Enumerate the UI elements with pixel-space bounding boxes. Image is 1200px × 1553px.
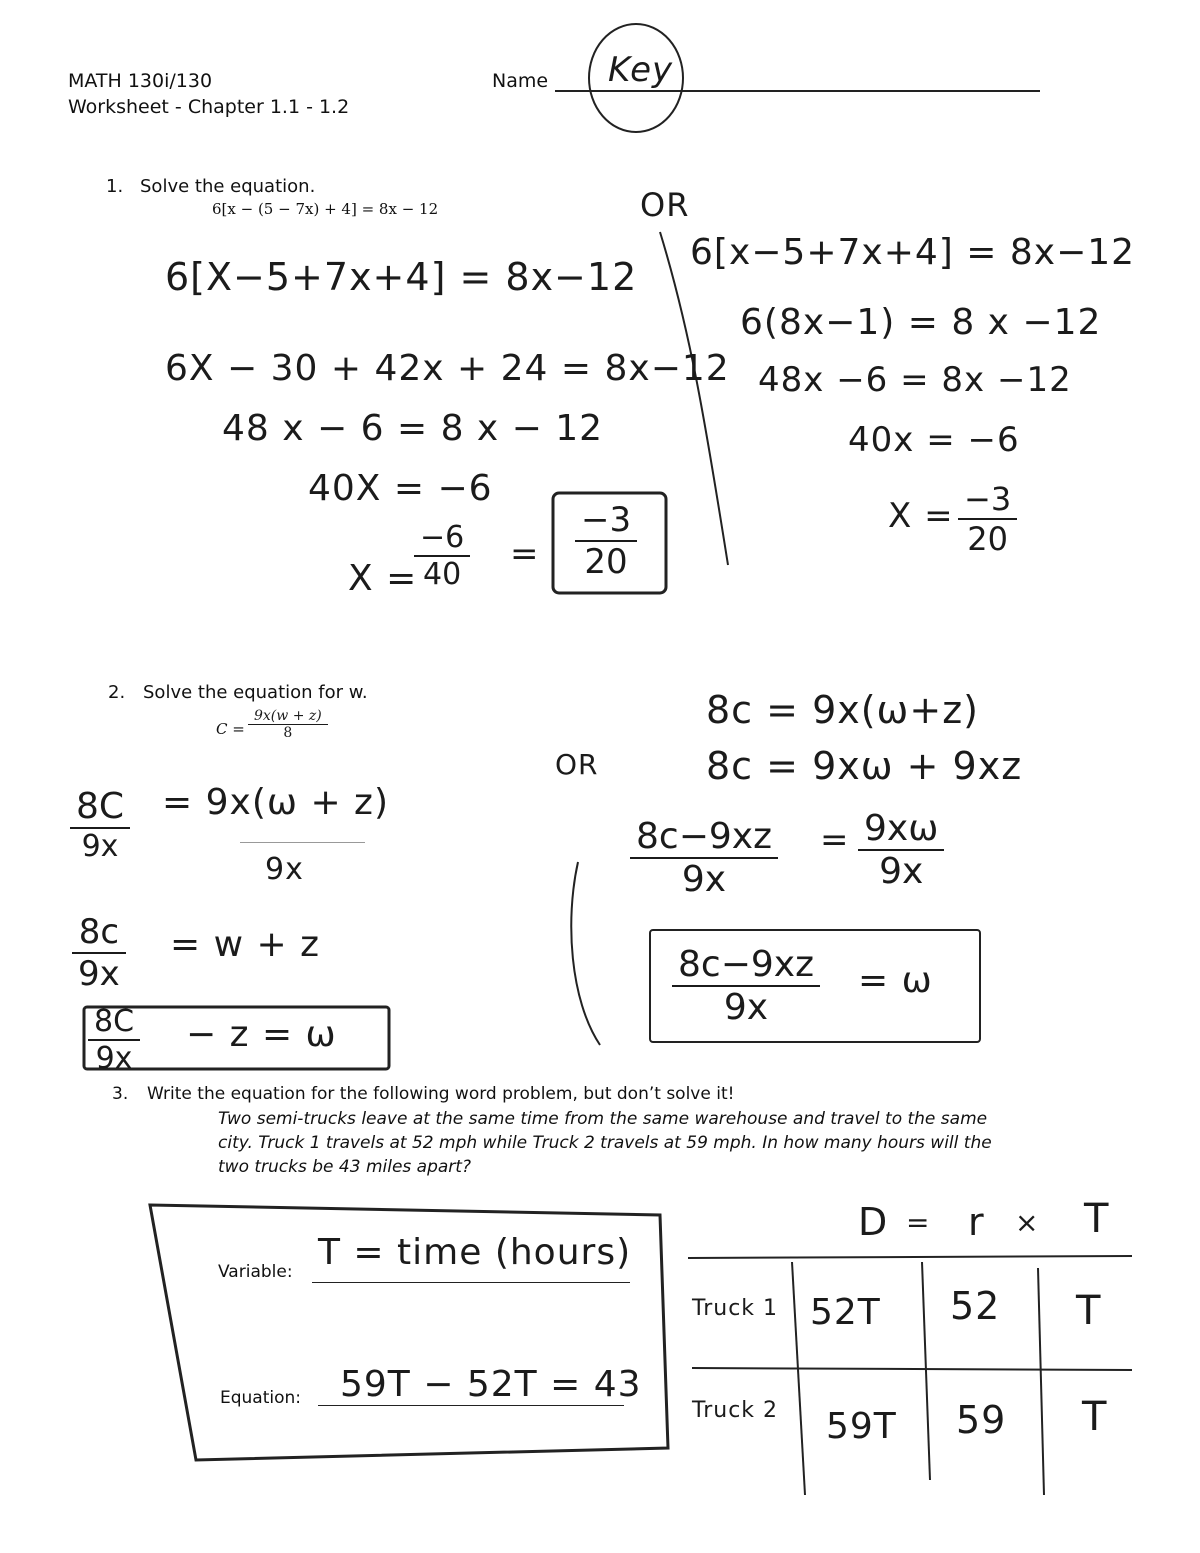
p1-answer-den: 20 <box>584 542 628 582</box>
equation-value: 59T − 52T = 43 <box>340 1364 642 1405</box>
variable-value: T = time (hours) <box>318 1232 632 1273</box>
p2-left-step2-num: 8c <box>72 912 126 954</box>
p2-left-answer-frac <box>88 1004 140 1076</box>
p2-left-step1-num: 8C <box>70 786 130 829</box>
table-hline-1 <box>688 1256 1132 1258</box>
table-row-2-r: 59 <box>956 1398 1007 1442</box>
p2-left-step2-den: 9x <box>78 954 120 994</box>
p3-prompt: Write the equation for the following word problem, but don’t solve it! <box>147 1084 735 1104</box>
p1-left-step-1: 6[X−5+7x+4] = 8x−12 <box>165 255 638 299</box>
p2-right-step-eq: = <box>820 820 850 860</box>
p2-right-line-1: 8c = 9x(ω+z) <box>706 688 979 732</box>
p2-right-step-rden: 9x <box>879 851 924 892</box>
p2-eq-num: 9x(w + z) <box>248 708 328 725</box>
p2-right-step-lfrac <box>630 816 778 900</box>
p2-right-answer-rhs: = ω <box>858 960 933 1001</box>
p3-text-line-1: Two semi-trucks leave at the same time from the same warehouse and travel to the same <box>218 1109 988 1129</box>
p2-right-line-2: 8c = 9xω + 9xz <box>706 744 1023 788</box>
table-header-r: r <box>968 1200 985 1244</box>
p2-eq-lhs: C = <box>216 720 245 738</box>
name-label: Name <box>492 70 549 92</box>
p2-right-step-den: 9x <box>681 859 727 900</box>
table-vline-3 <box>1038 1268 1044 1495</box>
p2-left-step1-rhs: = 9x(ω + z) <box>162 782 389 823</box>
p2-or-label: OR <box>555 748 599 781</box>
p1-right-step-4: 40x = −6 <box>848 420 1020 460</box>
p1-right-step-2: 6(8x−1) = 8 x −12 <box>740 302 1102 343</box>
course-title: MATH 130i/130 <box>68 70 213 92</box>
p1-answer <box>575 500 637 582</box>
variable-label: Variable: <box>218 1262 293 1282</box>
table-vline-1 <box>792 1262 805 1495</box>
table-header-x: × <box>1015 1206 1040 1239</box>
table-header-d: D <box>858 1200 889 1244</box>
p2-left-step2-frac <box>72 912 126 994</box>
p2-left-step2-rhs: = w + z <box>170 924 320 965</box>
p1-right-fraction <box>958 480 1017 558</box>
p1-left-step-3: 48 x − 6 = 8 x − 12 <box>222 408 604 449</box>
p1-left-fraction <box>414 520 470 592</box>
variable-underline <box>312 1282 630 1283</box>
worksheet-title: Worksheet - Chapter 1.1 - 1.2 <box>68 96 350 118</box>
table-row-1-t: T <box>1076 1288 1102 1334</box>
p1-left-frac-den: 40 <box>423 557 462 592</box>
p2-right-step-rnum: 9xω <box>858 808 944 851</box>
p1-left-step-2: 6X − 30 + 42x + 24 = 8x−12 <box>165 348 730 389</box>
table-row-2-label: Truck 2 <box>692 1398 779 1423</box>
p2-right-step-num: 8c−9xz <box>630 816 778 859</box>
p2-left-answer-rhs: − z = ω <box>186 1014 337 1055</box>
p1-right-x-label: X = <box>888 496 954 536</box>
p1-left-step-4: 40X = −6 <box>308 468 493 509</box>
p1-right-step-1: 6[x−5+7x+4] = 8x−12 <box>690 232 1136 273</box>
p1-right-frac-den: 20 <box>967 520 1008 558</box>
p3-number: 3. <box>112 1084 129 1104</box>
p2-left-ans-den: 9x <box>95 1041 133 1076</box>
p1-divider <box>660 232 728 565</box>
table-hline-2 <box>692 1368 1132 1370</box>
p1-equation: 6[x − (5 − 7x) + 4] = 8x − 12 <box>212 200 439 218</box>
table-row-1-d: 52T <box>810 1292 881 1333</box>
table-row-2-t: T <box>1082 1394 1108 1440</box>
p3-text-line-3: two trucks be 43 miles apart? <box>218 1157 471 1177</box>
p2-right-ans-den: 9x <box>723 987 769 1028</box>
p2-left-step1-lfrac <box>70 786 130 864</box>
p1-left-x-label: X = <box>348 558 418 599</box>
p2-eq-den: 8 <box>283 725 293 741</box>
p1-right-frac-num: −3 <box>958 480 1017 520</box>
p2-prompt: Solve the equation for w. <box>143 682 368 703</box>
p2-right-step-rfrac <box>858 808 944 892</box>
p2-right-answer-frac <box>672 944 820 1028</box>
p2-eq-fraction <box>248 708 328 741</box>
table-vline-2 <box>922 1262 930 1480</box>
equation-label: Equation: <box>220 1388 302 1408</box>
p1-answer-num: −3 <box>575 500 637 542</box>
p1-right-step-3: 48x −6 = 8x −12 <box>758 360 1072 400</box>
equation-underline <box>318 1405 624 1406</box>
p1-number: 1. <box>106 176 124 197</box>
table-header-eq: = <box>906 1206 931 1239</box>
p1-or-label: OR <box>640 186 690 224</box>
table-row-2-d: 59T <box>826 1406 897 1447</box>
p2-divider <box>571 862 600 1045</box>
p2-left-step1-den-a: 9x <box>81 829 119 864</box>
table-row-1-r: 52 <box>950 1284 1001 1328</box>
table-row-1-label: Truck 1 <box>692 1296 779 1321</box>
p1-left-frac-num: −6 <box>414 520 470 557</box>
p2-left-step1-den-b: 9x <box>265 852 304 887</box>
p3-text-line-2: city. Truck 1 travels at 52 mph while Truck 2 travels at 59 mph. In how many hours will the <box>218 1133 992 1153</box>
p2-left-ans-num: 8C <box>88 1004 140 1041</box>
p2-right-ans-num: 8c−9xz <box>672 944 820 987</box>
p1-prompt: Solve the equation. <box>140 176 316 197</box>
name-value: Key <box>608 50 674 90</box>
p2-number: 2. <box>108 682 126 703</box>
p1-equals: = <box>510 534 540 574</box>
table-header-t: T <box>1084 1196 1110 1242</box>
p2-left-step1-dotted <box>240 842 365 843</box>
